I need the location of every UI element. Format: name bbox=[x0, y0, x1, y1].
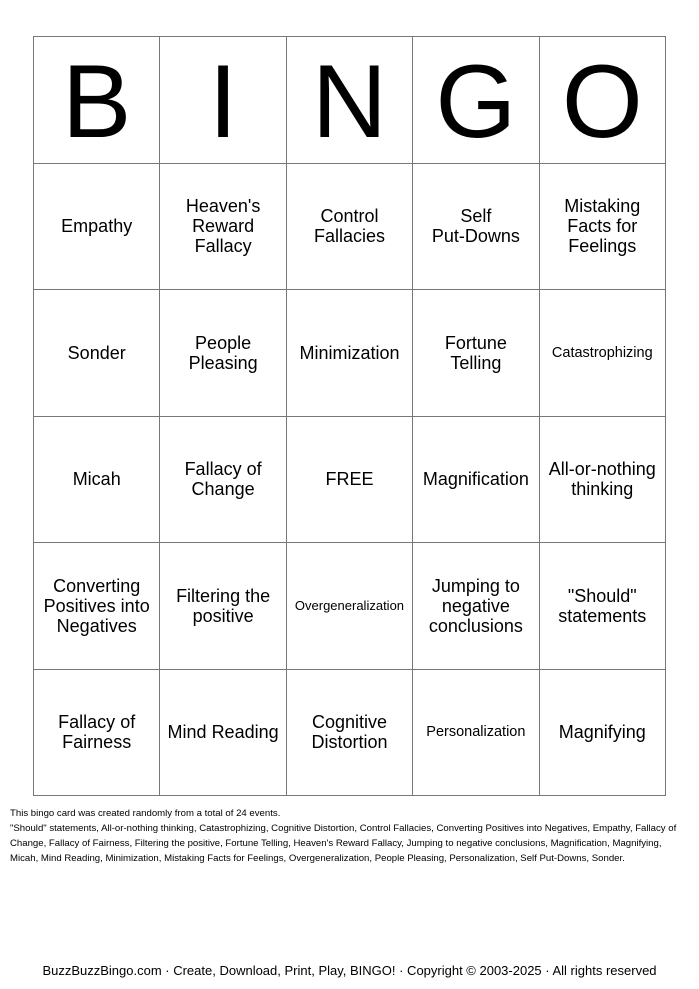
bingo-cell: Cognitive Distortion bbox=[286, 669, 412, 796]
bingo-card bbox=[33, 36, 666, 796]
header-letter: O bbox=[539, 37, 665, 164]
card-row bbox=[34, 290, 666, 417]
bingo-cell: Empathy bbox=[34, 163, 160, 290]
bingo-cell: Mistaking Facts for Feelings bbox=[539, 163, 665, 290]
bingo-cell: Mind Reading bbox=[160, 669, 286, 796]
card-info bbox=[10, 806, 690, 866]
header-letter: N bbox=[286, 37, 412, 164]
bingo-cell: People Pleasing bbox=[160, 290, 286, 417]
bingo-cell: Catastrophizing bbox=[539, 290, 665, 417]
bingo-cell: Magnification bbox=[413, 416, 539, 543]
header-row bbox=[34, 37, 666, 164]
card-row bbox=[34, 163, 666, 290]
bingo-cell: Personalization bbox=[413, 669, 539, 796]
card-row bbox=[34, 543, 666, 670]
bingo-cell: Control Fallacies bbox=[286, 163, 412, 290]
bingo-cell: Sonder bbox=[34, 290, 160, 417]
bingo-cell: Minimization bbox=[286, 290, 412, 417]
header-letter: G bbox=[413, 37, 539, 164]
bingo-cell: Magnifying bbox=[539, 669, 665, 796]
bingo-cell: Fortune Telling bbox=[413, 290, 539, 417]
bingo-cell: "Should" statements bbox=[539, 543, 665, 670]
bingo-cell: Fallacy of Fairness bbox=[34, 669, 160, 796]
bingo-cell: Jumping to negative conclusions bbox=[413, 543, 539, 670]
bingo-cell: Converting Positives into Negatives bbox=[34, 543, 160, 670]
bingo-cell: Self Put-Downs bbox=[413, 163, 539, 290]
bingo-cell: Overgeneralization bbox=[286, 543, 412, 670]
card-summary: This bingo card was created randomly from a total of 24 events. bbox=[10, 808, 281, 819]
bingo-cell: Heaven's Reward Fallacy bbox=[160, 163, 286, 290]
bingo-cell: Filtering the positive bbox=[160, 543, 286, 670]
bingo-cell: Fallacy of Change bbox=[160, 416, 286, 543]
header-letter: I bbox=[160, 37, 286, 164]
header-letter: B bbox=[34, 37, 160, 164]
bingo-cell: All-or-nothing thinking bbox=[539, 416, 665, 543]
card-row bbox=[34, 669, 666, 796]
footer: BuzzBuzzBingo.com · Create, Download, Print, Play, BINGO! · Copyright © 2003-2025 · All rights reserved bbox=[42, 963, 657, 978]
bingo-cell: Micah bbox=[34, 416, 160, 543]
free-space: FREE bbox=[286, 416, 412, 543]
event-list: "Should" statements, All-or-nothing thinking, Catastrophizing, Cognitive Distortion, Control Fallacies, Converting Positives into Negatives, Empathy, Fallacy of Change, Fallacy of Fairness, Filtering the positive, Fortune Telling, Heaven's Reward Fallacy, Jumping to negative conclusions, Magnification, Magnifying, Micah, Mind Reading, Minimization, Mistaking Facts for Feelings, Overgeneralization, People Pleasing, Personalization, Self Put-Downs, Sonder. bbox=[10, 823, 677, 864]
card-row bbox=[34, 416, 666, 543]
